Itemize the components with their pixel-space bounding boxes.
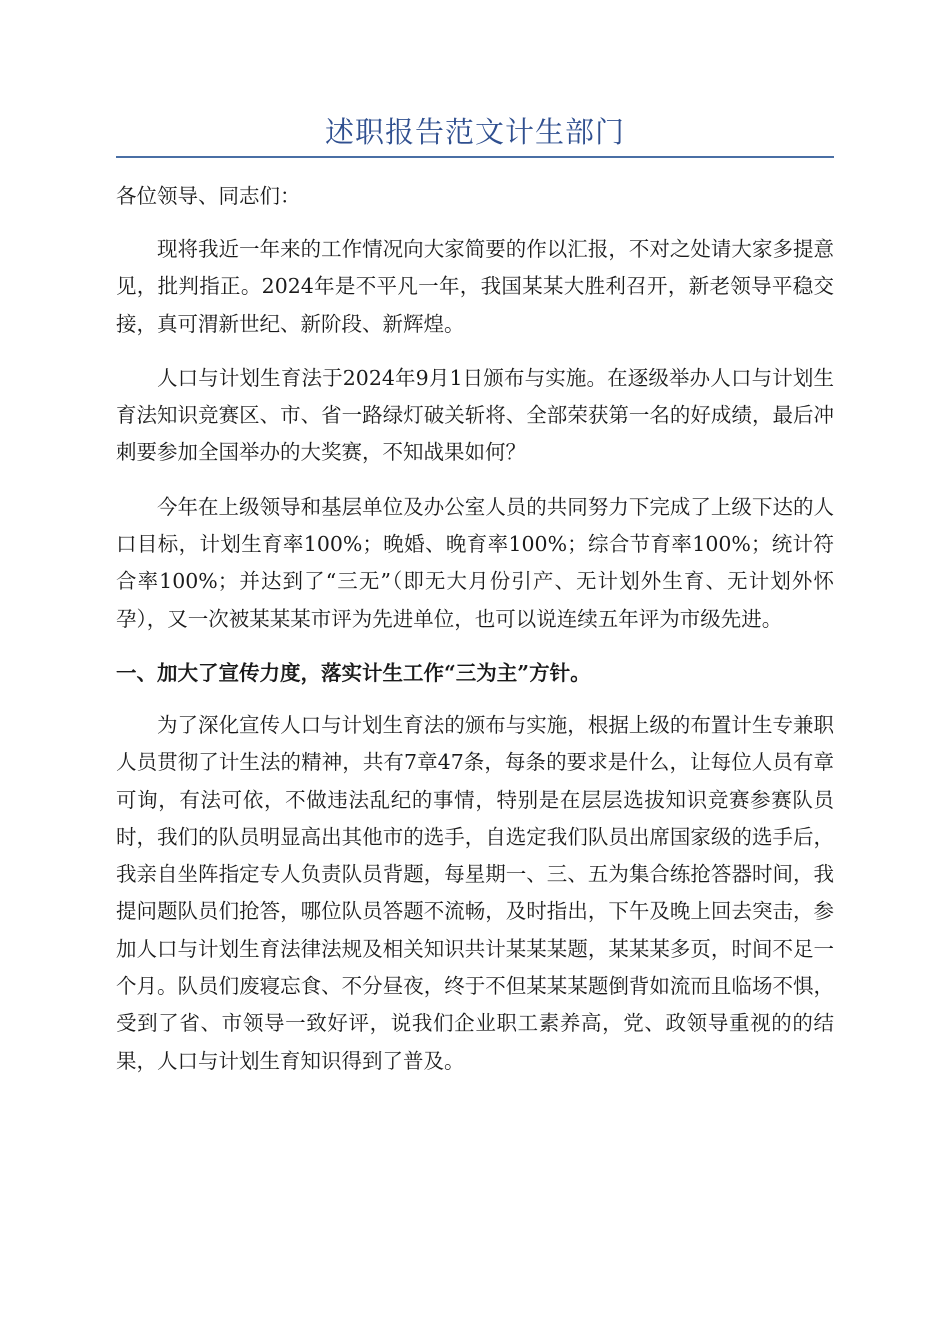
section-heading: 一、加大了宣传力度，落实计生工作“三为主”方针。: [116, 660, 591, 685]
document-page: [116, 112, 834, 1097]
document-title: 述职报告范文计生部门: [116, 112, 834, 158]
paragraph-achievements: 今年在上级领导和基层单位及办公室人员的共同努力下完成了上级下达的人口目标，计划生育率100%；晚婚、晚育率100%；综合节育率100%；统计符合率100%；并达到了“三无”（即无大月份引产、无计划外生育、无计划外怀孕），又一次被某某某市评为先进单位，也可以说连续五年评为市级先进。: [116, 494, 834, 631]
salutation: 各位领导、同志们：: [116, 184, 301, 208]
paragraph-law: 人口与计划生育法于2024年9月1日颁布与实施。在逐级举办人口与计划生育法知识竞赛区、市、省一路绿灯破关斩将、全部荣获第一名的好成绩，最后冲刺要参加全国举办的大奖赛，不知战果如何？: [116, 365, 834, 465]
section-paragraph: 为了深化宣传人口与计划生育法的颁布与实施，根据上级的布置计生专兼职人员贯彻了计生法的精神，共有7章47条，每条的要求是什么，让每位人员有章可询，有法可依，不做违法乱纪的事情，特别是在层层选拔知识竞赛参赛队员时，我们的队员明显高出其他市的选手，自选定我们队员出席国家级的选手后，我亲自坐阵指定专人负责队员背题，每星期一、三、五为集合练抢答器时间，我提问题队员们抢答，哪位队员答题不流畅，及时指出，下午及晚上回去突击，参加人口与计划生育法律法规及相关知识共计某某某题，某某某多页，时间不足一个月。队员们废寝忘食、不分昼夜，终于不但某某某题倒背如流而且临场不惧，受到了省、市领导一致好评，说我们企业职工素养高，党、政领导重视的的结果，人口与计划生育知识得到了普及。: [116, 712, 834, 1073]
paragraph-intro: 现将我近一年来的工作情况向大家简要的作以汇报，不对之处请大家多提意见，批判指正。2024年是不平凡一年，我国某某大胜利召开，新老领导平稳交接，真可渭新世纪、新阶段、新辉煌。: [116, 237, 834, 336]
